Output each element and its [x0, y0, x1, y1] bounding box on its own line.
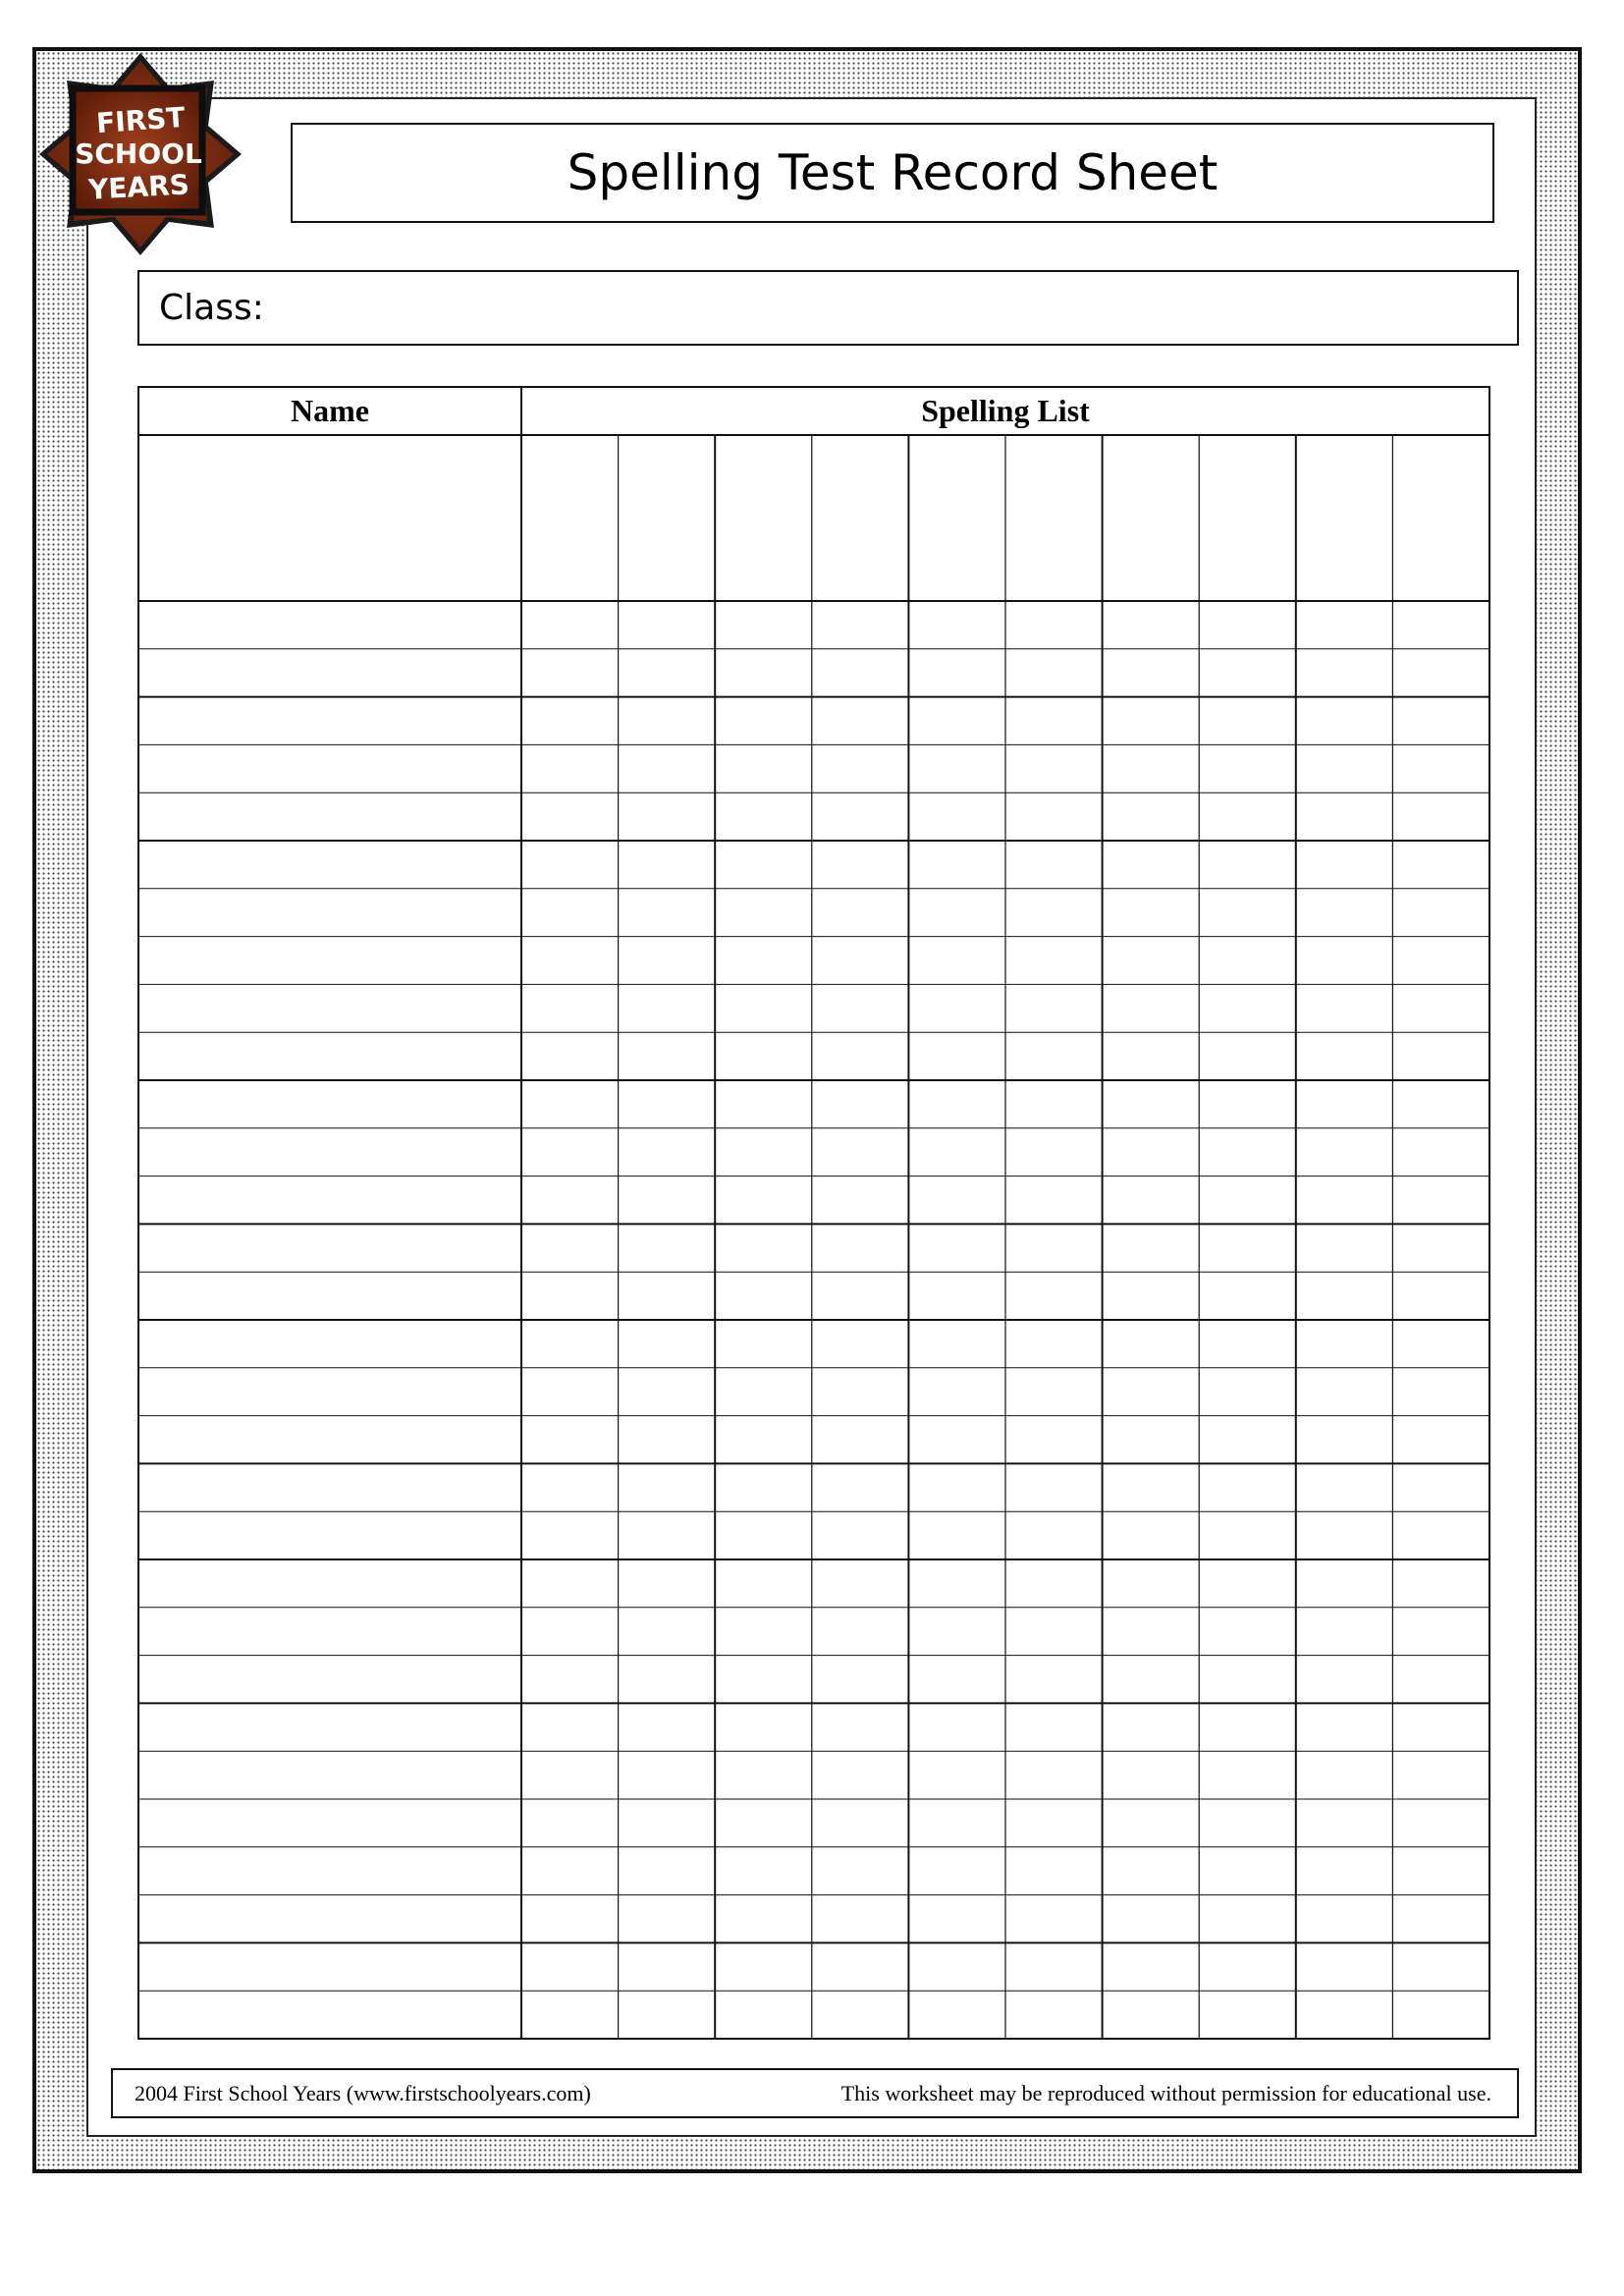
page-title: Spelling Test Record Sheet	[567, 144, 1218, 201]
logo-line-1: FIRST	[95, 100, 187, 140]
spelling-list-header: Spelling List	[921, 393, 1090, 428]
name-column-header: Name	[291, 393, 369, 428]
table-border	[138, 387, 1489, 2039]
footer-copyright: 2004 First School Years (www.firstschoolyears.com)	[135, 2080, 591, 2105]
logo-line-3: YEARS	[87, 168, 190, 206]
logo-line-2: SCHOOL	[75, 137, 202, 170]
footer-permission: This worksheet may be reproduced without permission for educational use.	[840, 2080, 1491, 2105]
table-grid-lines	[138, 387, 1489, 2039]
footer	[111, 2068, 1519, 2118]
class-label: Class:	[159, 288, 264, 328]
